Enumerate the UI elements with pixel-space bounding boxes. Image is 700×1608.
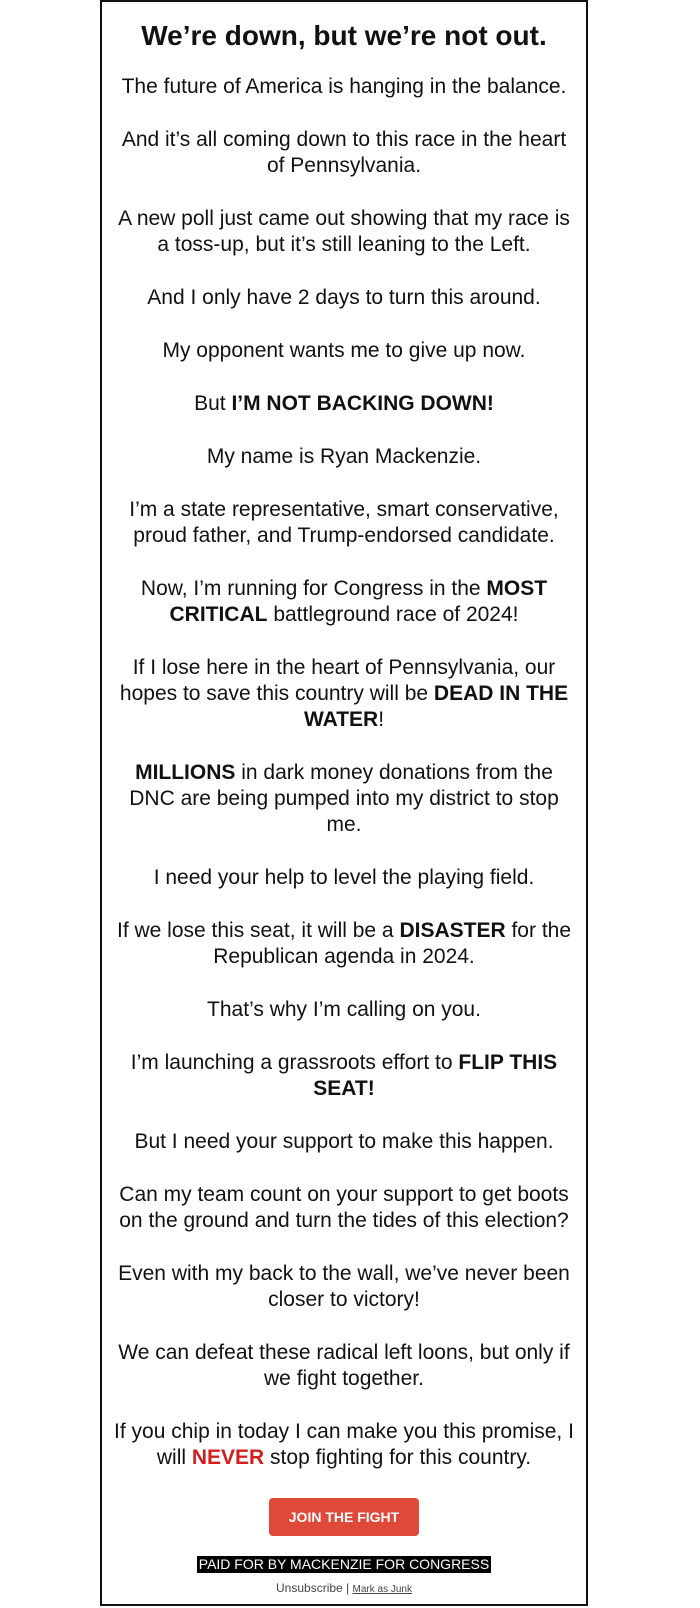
paragraph-13-tail: for the Republican agenda in 2024.: [213, 919, 572, 968]
paragraph-3: A new poll just came out showing that my race is a toss-up, but it’s still leaning to the Left.: [118, 207, 570, 256]
paragraph-13-text: If we lose this seat, it will be a: [116, 919, 400, 942]
mark-as-junk-link[interactable]: Mark as Junk: [352, 1584, 412, 1595]
paragraph-15: [114, 1050, 574, 1102]
join-the-fight-button[interactable]: JOIN THE FIGHT: [269, 1498, 419, 1536]
email-headline: We’re down, but we’re not out.: [141, 20, 547, 51]
paragraph-4: And I only have 2 days to turn this around.: [147, 286, 541, 309]
paragraph-11-text: in dark money donations from the DNC are being pumped into my district to stop me.: [129, 761, 559, 836]
paragraph-15-bold: FLIP THIS SEAT!: [313, 1051, 558, 1100]
email-body: [100, 0, 588, 1606]
paragraph-2: And it’s all coming down to this race in the heart of Pennsylvania.: [121, 128, 567, 177]
paragraph-17: Can my team count on your support to get boots on the ground and turn the tides of this election?: [119, 1183, 569, 1232]
paragraph-18: Even with my back to the wall, we’ve never been closer to victory!: [118, 1262, 570, 1311]
paragraph-10-text: If I lose here in the heart of Pennsylvania, our hopes to save this country will be: [119, 656, 556, 705]
email-footer: [114, 1581, 574, 1595]
paragraph-6-text: But: [194, 392, 232, 415]
paragraph-8: I’m a state representative, smart conservative, proud father, and Trump-endorsed candidate.: [129, 498, 559, 547]
paragraph-12: I need your help to level the playing field.: [153, 866, 535, 889]
paragraph-6: [114, 391, 574, 417]
paragraph-5: My opponent wants me to give up now.: [162, 339, 526, 362]
paragraph-9: [114, 576, 574, 628]
paragraph-15-text: I’m launching a grassroots effort to: [130, 1051, 459, 1074]
paragraph-11: [114, 760, 574, 838]
paragraph-16: But I need your support to make this happen.: [134, 1130, 554, 1153]
paragraph-6-bold: I’M NOT BACKING DOWN!: [231, 392, 494, 415]
paragraph-9-text: Now, I’m running for Congress in the: [140, 577, 487, 600]
paragraph-7: My name is Ryan Mackenzie.: [206, 445, 482, 468]
paragraph-10-tail: !: [378, 708, 385, 731]
paragraph-19: We can defeat these radical left loons, but only if we fight together.: [118, 1341, 570, 1390]
paragraph-9-tail: battleground race of 2024!: [267, 603, 519, 626]
paragraph-14: That’s why I’m calling on you.: [207, 998, 481, 1021]
paragraph-20: [114, 1419, 574, 1471]
paragraph-20-tail: stop fighting for this country.: [264, 1446, 532, 1469]
paid-for-disclaimer: PAID FOR BY MACKENZIE FOR CONGRESS: [198, 1556, 490, 1572]
paragraph-20-text: If you chip in today I can make you this promise, I will: [114, 1420, 574, 1469]
paragraph-11-bold: MILLIONS: [135, 761, 236, 784]
paragraph-1: The future of America is hanging in the balance.: [121, 75, 567, 98]
paragraph-13-bold: DISASTER: [399, 919, 506, 942]
paragraph-20-red: NEVER: [191, 1446, 265, 1469]
footer-separator: |: [342, 1581, 353, 1595]
unsubscribe-link[interactable]: Unsubscribe: [276, 1581, 343, 1595]
paragraph-10: [114, 655, 574, 733]
paragraph-10-bold: DEAD IN THE WATER: [303, 682, 569, 731]
paragraph-13: [114, 918, 574, 970]
paragraph-9-bold: MOST CRITICAL: [169, 577, 548, 626]
